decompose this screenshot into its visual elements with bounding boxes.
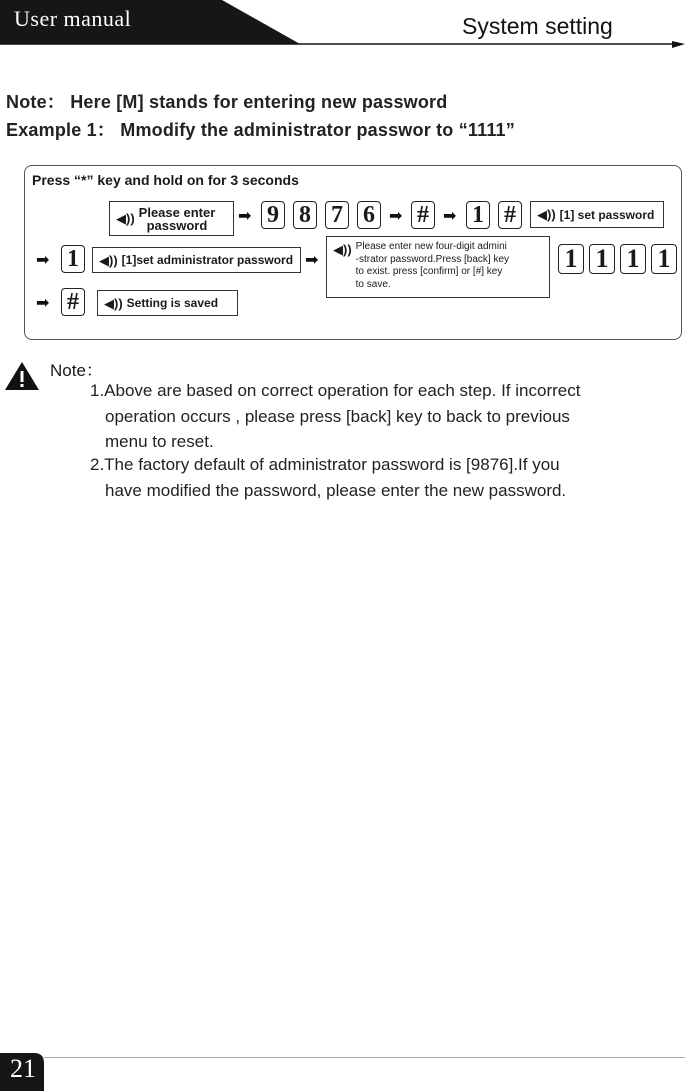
prompt-line: to save.	[355, 278, 391, 290]
note-line: operation occurs , please press [back] key to back to previous	[105, 406, 570, 426]
key-1: 1	[651, 244, 677, 274]
key-1: 1	[558, 244, 584, 274]
right-arrow-icon: ➡	[389, 208, 403, 225]
speaker-icon: ◀))	[116, 211, 135, 226]
prompt-enter-password	[109, 201, 234, 236]
prompt-new-password	[326, 236, 550, 298]
prompt-text: Setting is saved	[126, 296, 219, 310]
prompt-text: [1]set administrator password	[121, 253, 294, 267]
prompt-set-password	[530, 201, 664, 228]
speaker-icon: ◀))	[99, 252, 118, 268]
key-8: 8	[293, 201, 317, 229]
prompt-line: password	[146, 217, 208, 233]
page-number: 21	[10, 1054, 36, 1083]
key-1: 1	[620, 244, 646, 274]
right-arrow-icon: ➡	[36, 252, 50, 269]
prompt-set-admin-password	[92, 247, 301, 273]
key-hash: #	[411, 201, 435, 229]
manual-title: User manual	[14, 6, 132, 31]
speaker-icon: ◀))	[104, 295, 123, 311]
speaker-icon: ◀))	[333, 242, 352, 257]
note-line: have modified the password, please enter the new password.	[105, 480, 567, 500]
prompt-line: Please enter	[138, 204, 216, 220]
press-hold-instruction: Press “*” key and hold on for 3 seconds	[32, 172, 299, 188]
section-title: System setting	[462, 13, 613, 39]
speaker-icon: ◀))	[537, 207, 556, 222]
prompt-setting-saved	[97, 290, 238, 316]
key-1: 1	[61, 245, 85, 273]
prompt-text: [1] set password	[559, 207, 655, 222]
note-item	[90, 378, 680, 455]
right-arrow-icon: ➡	[36, 295, 50, 312]
note-line: menu to reset.	[105, 432, 214, 451]
key-9: 9	[261, 201, 285, 229]
note-line: 1.Above are based on correct operation for each step. If incorrect	[90, 381, 581, 400]
right-arrow-icon: ➡	[305, 252, 319, 269]
footer-rule	[44, 1057, 685, 1058]
key-7: 7	[325, 201, 349, 229]
header-rule-arrow	[0, 41, 685, 51]
prompt-line: -strator password.Press [back] key	[355, 253, 510, 265]
key-hash: #	[61, 288, 85, 316]
key-1: 1	[466, 201, 490, 229]
intro-note: Note： Here [M] stands for entering new password	[6, 92, 448, 112]
key-6: 6	[357, 201, 381, 229]
prompt-line: to exist. press [confirm] or [#] key	[355, 266, 503, 277]
note-line: 2.The factory default of administrator password is [9876].If you	[90, 455, 560, 474]
right-arrow-icon: ➡	[238, 208, 252, 225]
right-arrow-icon: ➡	[443, 208, 457, 225]
note-item	[90, 452, 680, 503]
note-title: Note：	[50, 361, 103, 380]
example-title: Example 1： Mmodify the administrator passwor to “1111”	[6, 120, 515, 140]
warning-icon	[4, 361, 40, 391]
key-1: 1	[589, 244, 615, 274]
key-hash: #	[498, 201, 522, 229]
prompt-line: Please enter new four-digit admini	[355, 241, 507, 252]
